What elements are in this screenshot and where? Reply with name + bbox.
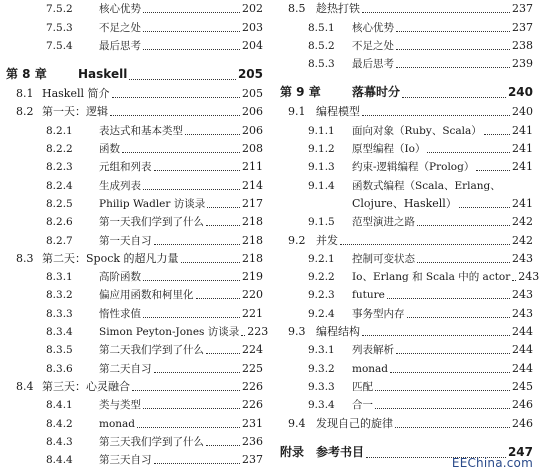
toc-section-entry bbox=[6, 85, 263, 103]
entry-title: future bbox=[352, 289, 385, 302]
dot-leader bbox=[143, 279, 240, 281]
dot-leader bbox=[241, 334, 245, 336]
toc-subsection-entry bbox=[280, 286, 533, 304]
entry-page-number: 205 bbox=[242, 87, 263, 101]
entry-page-number: 217 bbox=[242, 196, 263, 210]
dot-leader bbox=[407, 316, 511, 318]
entry-page-number: 218 bbox=[242, 233, 263, 247]
entry-page-number: 242 bbox=[512, 215, 533, 229]
dot-leader bbox=[484, 133, 510, 135]
dot-leader bbox=[143, 11, 240, 13]
entry-title: 落幕时分 bbox=[352, 85, 401, 100]
toc-subsection-entry bbox=[280, 378, 533, 396]
toc-subsection-entry bbox=[280, 359, 533, 377]
toc-section-entry bbox=[280, 231, 533, 249]
entry-title: 合一 bbox=[352, 399, 373, 412]
entry-title: Simon Peyton-Jones 访谈录 bbox=[99, 326, 240, 339]
entry-title: 偏应用函数和柯里化 bbox=[99, 289, 194, 302]
entry-number: 8.5.3 bbox=[308, 58, 335, 71]
dot-leader bbox=[362, 11, 510, 13]
toc-right-column bbox=[280, 0, 539, 463]
entry-page-number: 243 bbox=[518, 270, 539, 284]
toc-subsection-entry bbox=[6, 396, 263, 414]
entry-number: 8.2.2 bbox=[46, 143, 73, 156]
toc-subsection-entry bbox=[280, 140, 533, 158]
entry-number: 8.5.1 bbox=[308, 21, 335, 34]
entry-title: 函数 bbox=[99, 143, 120, 156]
entry-page-number: 206 bbox=[242, 105, 263, 119]
entry-title: 高阶函数 bbox=[99, 271, 141, 284]
dot-leader bbox=[375, 407, 510, 409]
entry-title: 类与类型 bbox=[99, 399, 141, 412]
entry-number: 8.4.1 bbox=[46, 399, 73, 412]
entry-title: 控制可变状态 bbox=[352, 252, 415, 265]
entry-page-number: 237 bbox=[242, 453, 263, 467]
entry-number: 8.3.5 bbox=[46, 344, 73, 357]
site-watermark: EEChina.com bbox=[451, 456, 533, 470]
toc-subsection-entry bbox=[280, 250, 533, 268]
dot-leader bbox=[396, 48, 510, 50]
dot-leader bbox=[206, 444, 240, 446]
entry-page-number: 243 bbox=[512, 288, 533, 302]
dot-leader bbox=[396, 66, 510, 68]
entry-number: 8.2.1 bbox=[46, 124, 73, 137]
entry-title: 第三天：心灵融合 bbox=[42, 379, 130, 393]
dot-leader bbox=[207, 206, 240, 208]
entry-number: 8.3.2 bbox=[46, 289, 73, 302]
toc-subsection-entry bbox=[6, 268, 263, 286]
dot-leader bbox=[143, 316, 240, 318]
toc-subsection-entry bbox=[6, 140, 263, 158]
entry-title: 趁热打铁 bbox=[316, 2, 360, 16]
entry-page-number: 240 bbox=[512, 105, 533, 119]
toc-subsection-entry bbox=[6, 286, 263, 304]
entry-number: 8.3.1 bbox=[46, 271, 73, 284]
entry-title: Haskell 简介 bbox=[42, 87, 110, 101]
toc-section-entry bbox=[280, 103, 533, 121]
entry-page-number: 239 bbox=[512, 57, 533, 71]
toc-subsection-entry bbox=[280, 268, 539, 286]
dot-leader bbox=[129, 78, 236, 80]
entry-title: monad bbox=[352, 362, 389, 375]
entry-page-number: 241 bbox=[512, 160, 533, 174]
entry-number: 第 9 章 bbox=[280, 85, 321, 100]
entry-page-number: 214 bbox=[242, 178, 263, 192]
toc-subsection-entry bbox=[6, 18, 263, 36]
toc-subsection-entry bbox=[280, 158, 533, 176]
toc-subsection-entry bbox=[6, 195, 263, 213]
entry-title: Philip Wadler 访谈录 bbox=[99, 197, 206, 210]
entry-title: 表达式和基本类型 bbox=[99, 124, 183, 137]
entry-number: 9.4 bbox=[288, 416, 306, 430]
entry-number: 8.1 bbox=[16, 87, 34, 101]
toc-subsection-entry bbox=[6, 359, 263, 377]
entry-number: 9.3.2 bbox=[308, 362, 335, 375]
entry-page-number: 241 bbox=[512, 196, 533, 210]
entry-page-number: 219 bbox=[242, 270, 263, 284]
dot-leader bbox=[390, 371, 510, 373]
entry-number: 9.2.1 bbox=[308, 252, 335, 265]
entry-page-number: 205 bbox=[237, 66, 263, 81]
entry-page-number: 247 bbox=[507, 444, 533, 459]
entry-number: 8.5 bbox=[288, 2, 306, 16]
entry-number: 8.2.6 bbox=[46, 216, 73, 229]
entry-page-number: 243 bbox=[512, 251, 533, 265]
toc-subsection-entry bbox=[280, 55, 533, 73]
entry-number: 9.3.1 bbox=[308, 344, 335, 357]
entry-title: 第三天我们学到了什么 bbox=[99, 435, 204, 448]
entry-title: Io、Erlang 和 Scala 中的 actor bbox=[352, 271, 511, 284]
toc-subsection-entry bbox=[6, 158, 263, 176]
entry-title: 函数式编程（Scala、Erlang、 bbox=[352, 179, 501, 192]
dot-leader bbox=[395, 426, 510, 428]
entry-page-number: 206 bbox=[242, 123, 263, 137]
dot-leader bbox=[362, 334, 510, 336]
entry-page-number: 236 bbox=[242, 434, 263, 448]
entry-number: 8.2.3 bbox=[46, 161, 73, 174]
dot-leader bbox=[112, 96, 240, 98]
toc-section-entry bbox=[280, 414, 533, 432]
dot-leader bbox=[196, 297, 241, 299]
toc-section-entry bbox=[6, 250, 263, 268]
entry-title: 面向对象（Ruby、Scala） bbox=[352, 124, 482, 137]
entry-number: 8.2.4 bbox=[46, 179, 73, 192]
entry-title: Haskell bbox=[78, 66, 128, 81]
entry-page-number: 245 bbox=[512, 379, 533, 393]
entry-number: 9.2.3 bbox=[308, 289, 335, 302]
dot-leader bbox=[122, 151, 240, 153]
entry-page-number: 238 bbox=[512, 38, 533, 52]
dot-leader bbox=[512, 279, 516, 281]
entry-number: 8.3 bbox=[16, 251, 34, 265]
toc-subsection-entry bbox=[6, 304, 263, 322]
dot-leader bbox=[206, 224, 240, 226]
entry-number: 8.4.4 bbox=[46, 454, 73, 467]
entry-title: 第一天我们学到了什么 bbox=[99, 216, 204, 229]
toc-subsection-entry bbox=[280, 176, 533, 194]
entry-number: 8.4.3 bbox=[46, 435, 73, 448]
entry-title: 惰性求值 bbox=[99, 307, 141, 320]
dot-leader bbox=[181, 261, 240, 263]
dot-leader bbox=[154, 243, 241, 245]
entry-page-number: 241 bbox=[512, 123, 533, 137]
entry-page-number: 244 bbox=[512, 361, 533, 375]
entry-page-number: 225 bbox=[242, 361, 263, 375]
entry-number: 9.3 bbox=[288, 325, 306, 339]
entry-number: 8.2.5 bbox=[46, 197, 73, 210]
entry-page-number: 226 bbox=[242, 379, 263, 393]
toc-subsection-entry bbox=[6, 0, 263, 18]
entry-title: 核心优势 bbox=[99, 3, 141, 16]
entry-title: monad bbox=[99, 417, 136, 430]
entry-title: 参考书目 bbox=[316, 444, 365, 459]
entry-page-number: 224 bbox=[242, 343, 263, 357]
dot-leader bbox=[143, 48, 240, 50]
toc-section-entry bbox=[6, 378, 263, 396]
entry-number: 7.5.4 bbox=[46, 39, 73, 52]
toc-subsection-entry bbox=[6, 121, 263, 139]
entry-number: 9.1 bbox=[288, 105, 306, 119]
toc-subsection-entry bbox=[6, 213, 263, 231]
entry-title: 第二天我们学到了什么 bbox=[99, 344, 204, 357]
entry-title: 元组和列表 bbox=[99, 161, 152, 174]
entry-page-number: 203 bbox=[242, 20, 263, 34]
entry-title: 范型演进之路 bbox=[352, 216, 415, 229]
entry-title: 第二天自习 bbox=[99, 362, 152, 375]
entry-page-number: 237 bbox=[512, 20, 533, 34]
entry-page-number: 218 bbox=[242, 215, 263, 229]
toc-section-entry bbox=[280, 323, 533, 341]
entry-number: 9.1.1 bbox=[308, 124, 335, 137]
entry-title: 最后思考 bbox=[99, 39, 141, 52]
dot-leader bbox=[110, 114, 240, 116]
entry-page-number: 208 bbox=[242, 142, 263, 156]
toc-entry-continuation bbox=[280, 195, 533, 213]
dot-leader bbox=[143, 188, 240, 190]
toc-subsection-entry bbox=[280, 121, 533, 139]
entry-page-number: 204 bbox=[242, 38, 263, 52]
toc-left-column bbox=[6, 0, 269, 469]
entry-title: Clojure、Haskell） bbox=[352, 196, 457, 210]
entry-number: 8.2 bbox=[16, 105, 34, 119]
entry-number: 9.2 bbox=[288, 233, 306, 247]
entry-page-number: 240 bbox=[507, 85, 533, 100]
entry-page-number: 220 bbox=[242, 288, 263, 302]
toc-subsection-entry bbox=[6, 231, 263, 249]
entry-title: 编程结构 bbox=[316, 325, 360, 339]
entry-number: 9.3.3 bbox=[308, 380, 335, 393]
entry-title: 最后思考 bbox=[352, 58, 394, 71]
entry-title: 不足之处 bbox=[352, 39, 394, 52]
entry-number: 9.1.4 bbox=[308, 179, 335, 192]
dot-leader bbox=[362, 114, 510, 116]
entry-number: 9.2.2 bbox=[308, 271, 335, 284]
entry-title: 并发 bbox=[316, 233, 338, 247]
entry-page-number: 223 bbox=[247, 325, 269, 339]
entry-number: 附录 bbox=[280, 444, 305, 459]
entry-title: 发现自己的旋律 bbox=[316, 416, 393, 430]
dot-leader bbox=[132, 389, 240, 391]
entry-title: 列表解析 bbox=[352, 344, 394, 357]
entry-number: 第 8 章 bbox=[6, 66, 47, 81]
dot-leader bbox=[387, 297, 510, 299]
toc-subsection-entry bbox=[280, 213, 533, 231]
entry-number: 9.2.4 bbox=[308, 307, 335, 320]
entry-page-number: 246 bbox=[512, 398, 533, 412]
entry-page-number: 244 bbox=[512, 325, 533, 339]
entry-number: 8.2.7 bbox=[46, 234, 73, 247]
dot-leader bbox=[185, 133, 240, 135]
entry-number: 9.1.3 bbox=[308, 161, 335, 174]
dot-leader bbox=[137, 426, 240, 428]
entry-page-number: 211 bbox=[242, 160, 263, 174]
entry-title: 不足之处 bbox=[99, 21, 141, 34]
dot-leader bbox=[417, 261, 510, 263]
dot-leader bbox=[476, 169, 510, 171]
entry-title: 生成列表 bbox=[99, 179, 141, 192]
entry-number: 8.4.2 bbox=[46, 417, 73, 430]
entry-page-number: 226 bbox=[242, 398, 263, 412]
entry-page-number: 243 bbox=[512, 306, 533, 320]
entry-title: 事务型内存 bbox=[352, 307, 405, 320]
dot-leader bbox=[143, 407, 240, 409]
toc-subsection-entry bbox=[280, 18, 533, 36]
toc-chapter-heading bbox=[6, 61, 263, 85]
entry-title: 约束-逻辑编程（Prolog） bbox=[352, 161, 475, 174]
entry-title: 编程模型 bbox=[316, 105, 360, 119]
dot-leader bbox=[143, 30, 240, 32]
toc-subsection-entry bbox=[6, 176, 263, 194]
toc-subsection-entry bbox=[280, 304, 533, 322]
toc-subsection-entry bbox=[280, 341, 533, 359]
toc-subsection-entry bbox=[6, 433, 263, 451]
dot-leader bbox=[396, 352, 510, 354]
dot-leader bbox=[459, 206, 510, 208]
dot-leader bbox=[427, 151, 510, 153]
entry-page-number: 244 bbox=[512, 343, 533, 357]
toc-subsection-entry bbox=[280, 396, 533, 414]
dot-leader bbox=[206, 352, 240, 354]
entry-page-number: 231 bbox=[242, 416, 263, 430]
entry-number: 8.3.3 bbox=[46, 307, 73, 320]
entry-number: 7.5.3 bbox=[46, 21, 73, 34]
dot-leader bbox=[396, 30, 510, 32]
entry-title: 第三天自习 bbox=[99, 454, 152, 467]
dot-leader bbox=[417, 224, 510, 226]
entry-page-number: 246 bbox=[512, 416, 533, 430]
entry-page-number: 202 bbox=[242, 2, 263, 16]
entry-title: 第一天：逻辑 bbox=[42, 105, 108, 119]
toc-subsection-entry bbox=[280, 37, 533, 55]
entry-number: 9.3.4 bbox=[308, 399, 335, 412]
entry-page-number: 242 bbox=[512, 233, 533, 247]
entry-title: 第一天自习 bbox=[99, 234, 152, 247]
toc-section-entry bbox=[280, 0, 533, 18]
entry-number: 8.5.2 bbox=[308, 39, 335, 52]
entry-number: 9.1.2 bbox=[308, 143, 335, 156]
entry-title: 第二天：Spock 的超凡力量 bbox=[42, 251, 179, 265]
dot-leader bbox=[154, 169, 241, 171]
entry-page-number: 237 bbox=[512, 2, 533, 16]
toc-subsection-entry bbox=[6, 323, 269, 341]
entry-page-number: 218 bbox=[242, 251, 263, 265]
entry-number: 9.1.5 bbox=[308, 216, 335, 229]
entry-number: 8.4 bbox=[16, 379, 34, 393]
entry-title: 核心优势 bbox=[352, 21, 394, 34]
dot-leader bbox=[375, 389, 510, 391]
toc-subsection-entry bbox=[6, 341, 263, 359]
entry-number: 7.5.2 bbox=[46, 3, 73, 16]
entry-number: 8.3.4 bbox=[46, 326, 73, 339]
toc-subsection-entry bbox=[6, 414, 263, 432]
dot-leader bbox=[154, 371, 241, 373]
entry-title: 匹配 bbox=[352, 380, 373, 393]
dot-leader bbox=[340, 243, 510, 245]
dot-leader bbox=[402, 96, 506, 98]
toc-subsection-entry bbox=[6, 451, 263, 469]
entry-number: 8.3.6 bbox=[46, 362, 73, 375]
entry-title: 原型编程（Io） bbox=[352, 143, 426, 156]
entry-page-number: 241 bbox=[512, 142, 533, 156]
entry-page-number: 221 bbox=[242, 306, 263, 320]
toc-subsection-entry bbox=[6, 37, 263, 55]
dot-leader bbox=[154, 462, 241, 464]
toc-section-entry bbox=[6, 103, 263, 121]
toc-chapter-heading bbox=[280, 79, 533, 103]
